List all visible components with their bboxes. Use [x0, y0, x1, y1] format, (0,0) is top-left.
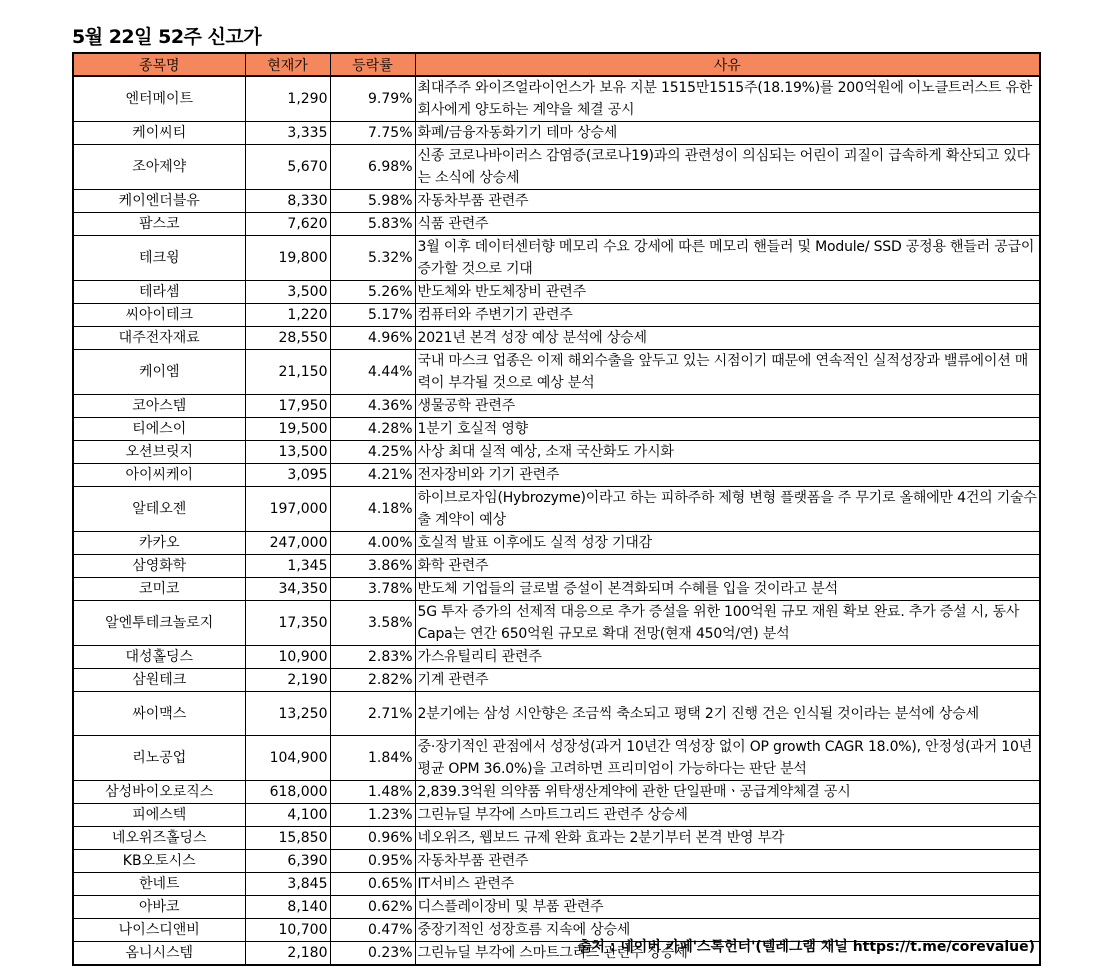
reason-cell: 반도체 기업들의 글로벌 증설이 본격화되며 수혜를 입을 것이라고 분석 — [415, 578, 1040, 601]
price-cell: 2,190 — [245, 669, 330, 692]
table-row — [73, 827, 1040, 850]
table-row — [73, 464, 1040, 487]
table-row — [73, 441, 1040, 464]
rate-cell: 4.18% — [330, 487, 415, 532]
stock-name-cell: 싸이맥스 — [73, 692, 245, 736]
stock-name-cell: 케이씨티 — [73, 122, 245, 145]
rate-cell: 6.98% — [330, 145, 415, 190]
table-row — [73, 692, 1040, 736]
price-cell: 3,095 — [245, 464, 330, 487]
reason-cell: 기계 관련주 — [415, 669, 1040, 692]
stock-name-cell: 엔터메이트 — [73, 76, 245, 122]
rate-cell: 2.83% — [330, 646, 415, 669]
rate-cell: 0.95% — [330, 850, 415, 873]
reason-cell: 자동차부품 관련주 — [415, 190, 1040, 213]
stock-name-cell: 팜스코 — [73, 213, 245, 236]
stock-name-cell: 알엔투테크놀로지 — [73, 601, 245, 646]
price-cell: 19,800 — [245, 236, 330, 281]
rate-cell: 2.82% — [330, 669, 415, 692]
rate-cell: 4.25% — [330, 441, 415, 464]
stock-name-cell: 대주전자재료 — [73, 327, 245, 350]
rate-cell: 4.36% — [330, 395, 415, 418]
stock-name-cell: 오션브릿지 — [73, 441, 245, 464]
reason-cell: 디스플레이장비 및 부품 관련주 — [415, 896, 1040, 919]
reason-cell: 가스유틸리티 관련주 — [415, 646, 1040, 669]
rate-cell: 3.78% — [330, 578, 415, 601]
reason-cell: 그린뉴딜 부각에 스마트그리드 관련주 상승세 — [415, 942, 1040, 966]
table-row — [73, 395, 1040, 418]
rate-cell: 0.65% — [330, 873, 415, 896]
stock-name-cell: 나이스디앤비 — [73, 919, 245, 942]
price-cell: 34,350 — [245, 578, 330, 601]
stock-name-cell: 코아스템 — [73, 395, 245, 418]
rate-cell: 7.75% — [330, 122, 415, 145]
stock-name-cell: 네오위즈홀딩스 — [73, 827, 245, 850]
reason-cell: 사상 최대 실적 예상, 소재 국산화도 가시화 — [415, 441, 1040, 464]
price-cell: 3,845 — [245, 873, 330, 896]
source-note: 출처 : 네이버 카페'스톡헌터'(텔레그램 채널 https://t.me/corevalue) — [577, 939, 1035, 955]
price-cell: 1,220 — [245, 304, 330, 327]
price-cell: 1,290 — [245, 76, 330, 122]
price-cell: 4,100 — [245, 804, 330, 827]
stock-name-cell: 알테오젠 — [73, 487, 245, 532]
rate-cell: 5.32% — [330, 236, 415, 281]
price-cell: 2,180 — [245, 942, 330, 966]
stock-table-body — [73, 76, 1040, 965]
stock-name-cell: 아이씨케이 — [73, 464, 245, 487]
reason-cell: 그린뉴딜 부각에 스마트그리드 관련주 상승세 — [415, 804, 1040, 827]
rate-cell: 1.23% — [330, 804, 415, 827]
price-cell: 618,000 — [245, 781, 330, 804]
table-row — [73, 304, 1040, 327]
table-row — [73, 190, 1040, 213]
stock-name-cell: 케이엠 — [73, 350, 245, 395]
table-row — [73, 281, 1040, 304]
stock-name-cell: 케이엔더블유 — [73, 190, 245, 213]
price-cell: 1,345 — [245, 555, 330, 578]
stock-name-cell: 코미코 — [73, 578, 245, 601]
reason-cell: 중·장기적인 관점에서 성장성(과거 10년간 역성장 없이 OP growth CAGR 18.0%), 안정성(과거 10년 평균 OPM 36.0%)을 고려하면 프리미엄이 가능하다는 판단 분석 — [415, 736, 1040, 781]
table-row — [73, 646, 1040, 669]
reason-cell: 3월 이후 데이터센터향 메모리 수요 강세에 따른 메모리 핸들러 및 Module/ SSD 공정용 핸들러 공급이 증가할 것으로 기대 — [415, 236, 1040, 281]
price-cell: 17,950 — [245, 395, 330, 418]
stock-name-cell: 아바코 — [73, 896, 245, 919]
reason-cell: 컴퓨터와 주변기기 관련주 — [415, 304, 1040, 327]
column-header-name: 종목명 — [73, 53, 245, 76]
rate-cell: 4.44% — [330, 350, 415, 395]
rate-cell: 0.47% — [330, 919, 415, 942]
reason-cell: 자동차부품 관련주 — [415, 850, 1040, 873]
table-row — [73, 601, 1040, 646]
stock-table — [72, 52, 1041, 966]
table-row — [73, 532, 1040, 555]
table-row — [73, 487, 1040, 532]
table-row — [73, 555, 1040, 578]
price-cell: 15,850 — [245, 827, 330, 850]
price-cell: 13,500 — [245, 441, 330, 464]
price-cell: 21,150 — [245, 350, 330, 395]
table-row — [73, 145, 1040, 190]
reason-cell: 화폐/금융자동화기기 테마 상승세 — [415, 122, 1040, 145]
reason-cell: 호실적 발표 이후에도 실적 성장 기대감 — [415, 532, 1040, 555]
reason-cell: IT서비스 관련주 — [415, 873, 1040, 896]
reason-cell: 하이브로자임(Hybrozyme)이라고 하는 피하주하 제형 변형 플랫폼을 주 무기로 올해에만 4건의 기술수출 계약이 예상 — [415, 487, 1040, 532]
stock-name-cell: 리노공업 — [73, 736, 245, 781]
rate-cell: 3.58% — [330, 601, 415, 646]
stock-name-cell: KB오토시스 — [73, 850, 245, 873]
stock-name-cell: 씨아이테크 — [73, 304, 245, 327]
rate-cell: 0.23% — [330, 942, 415, 966]
table-row — [73, 578, 1040, 601]
stock-name-cell: 티에스이 — [73, 418, 245, 441]
reason-cell: 5G 투자 증가의 선제적 대응으로 추가 증설을 위한 100억원 규모 재원 확보 완료. 추가 증설 시, 동사 Capa는 연간 650억원 규모로 확대 전망(현재 450억/연) 분석 — [415, 601, 1040, 646]
rate-cell: 4.96% — [330, 327, 415, 350]
table-row — [73, 804, 1040, 827]
reason-cell: 네오위즈, 웹보드 규제 완화 효과는 2분기부터 본격 반영 부각 — [415, 827, 1040, 850]
rate-cell: 4.28% — [330, 418, 415, 441]
price-cell: 10,900 — [245, 646, 330, 669]
table-header-row — [73, 53, 1040, 76]
table-row — [73, 669, 1040, 692]
column-header-rate: 등락률 — [330, 53, 415, 76]
price-cell: 8,330 — [245, 190, 330, 213]
page-title: 5월 22일 52주 신고가 — [72, 26, 262, 48]
price-cell: 8,140 — [245, 896, 330, 919]
table-row — [73, 213, 1040, 236]
table-row — [73, 327, 1040, 350]
rate-cell: 4.21% — [330, 464, 415, 487]
reason-cell: 중장기적인 성장흐름 지속에 상승세 — [415, 919, 1040, 942]
reason-cell: 최대주주 와이즈얼라이언스가 보유 지분 1515만1515주(18.19%)를 200억원에 이노클트러스트 유한회사에게 양도하는 계약을 체결 공시 — [415, 76, 1040, 122]
rate-cell: 4.00% — [330, 532, 415, 555]
stock-name-cell: 테라셈 — [73, 281, 245, 304]
reason-cell: 2분기에는 삼성 시안향은 조금씩 축소되고 평택 2기 진행 건은 인식될 것이라는 분석에 상승세 — [415, 692, 1040, 736]
stock-name-cell: 삼원테크 — [73, 669, 245, 692]
price-cell: 104,900 — [245, 736, 330, 781]
reason-cell: 반도체와 반도체장비 관련주 — [415, 281, 1040, 304]
rate-cell: 5.98% — [330, 190, 415, 213]
price-cell: 28,550 — [245, 327, 330, 350]
stock-name-cell: 삼성바이오로직스 — [73, 781, 245, 804]
price-cell: 13,250 — [245, 692, 330, 736]
rate-cell: 5.17% — [330, 304, 415, 327]
reason-cell: 2021년 본격 성장 예상 분석에 상승세 — [415, 327, 1040, 350]
rate-cell: 1.84% — [330, 736, 415, 781]
column-header-price: 현재가 — [245, 53, 330, 76]
price-cell: 7,620 — [245, 213, 330, 236]
rate-cell: 2.71% — [330, 692, 415, 736]
table-row — [73, 418, 1040, 441]
price-cell: 6,390 — [245, 850, 330, 873]
table-row — [73, 896, 1040, 919]
table-row — [73, 873, 1040, 896]
rate-cell: 0.96% — [330, 827, 415, 850]
reason-cell: 화학 관련주 — [415, 555, 1040, 578]
rate-cell: 1.48% — [330, 781, 415, 804]
rate-cell: 5.26% — [330, 281, 415, 304]
rate-cell: 0.62% — [330, 896, 415, 919]
rate-cell: 3.86% — [330, 555, 415, 578]
stock-name-cell: 피에스텍 — [73, 804, 245, 827]
price-cell: 5,670 — [245, 145, 330, 190]
stock-name-cell: 삼영화학 — [73, 555, 245, 578]
stock-name-cell: 카카오 — [73, 532, 245, 555]
table-row — [73, 236, 1040, 281]
stock-name-cell: 테크윙 — [73, 236, 245, 281]
rate-cell: 9.79% — [330, 76, 415, 122]
table-row — [73, 736, 1040, 781]
stock-name-cell: 조아제약 — [73, 145, 245, 190]
price-cell: 3,335 — [245, 122, 330, 145]
price-cell: 247,000 — [245, 532, 330, 555]
stock-name-cell: 한네트 — [73, 873, 245, 896]
price-cell: 3,500 — [245, 281, 330, 304]
reason-cell: 생물공학 관련주 — [415, 395, 1040, 418]
reason-cell: 식품 관련주 — [415, 213, 1040, 236]
price-cell: 10,700 — [245, 919, 330, 942]
price-cell: 19,500 — [245, 418, 330, 441]
table-row — [73, 350, 1040, 395]
reason-cell: 신종 코로나바이러스 감염증(코로나19)과의 관련성이 의심되는 어린이 괴질이 급속하게 확산되고 있다는 소식에 상승세 — [415, 145, 1040, 190]
table-row — [73, 781, 1040, 804]
column-header-reason: 사유 — [415, 53, 1040, 76]
table-row — [73, 76, 1040, 122]
table-row — [73, 122, 1040, 145]
stock-name-cell: 대성홀딩스 — [73, 646, 245, 669]
rate-cell: 5.83% — [330, 213, 415, 236]
price-cell: 17,350 — [245, 601, 330, 646]
table-row — [73, 850, 1040, 873]
stock-name-cell: 옴니시스템 — [73, 942, 245, 966]
reason-cell: 국내 마스크 업종은 이제 해외수출을 앞두고 있는 시점이기 때문에 연속적인 실적성장과 밸류에이션 매력이 부각될 것으로 예상 분석 — [415, 350, 1040, 395]
reason-cell: 전자장비와 기기 관련주 — [415, 464, 1040, 487]
reason-cell: 2,839.3억원 의약품 위탁생산계약에 관한 단일판매ㆍ공급계약체결 공시 — [415, 781, 1040, 804]
reason-cell: 1분기 호실적 영향 — [415, 418, 1040, 441]
price-cell: 197,000 — [245, 487, 330, 532]
